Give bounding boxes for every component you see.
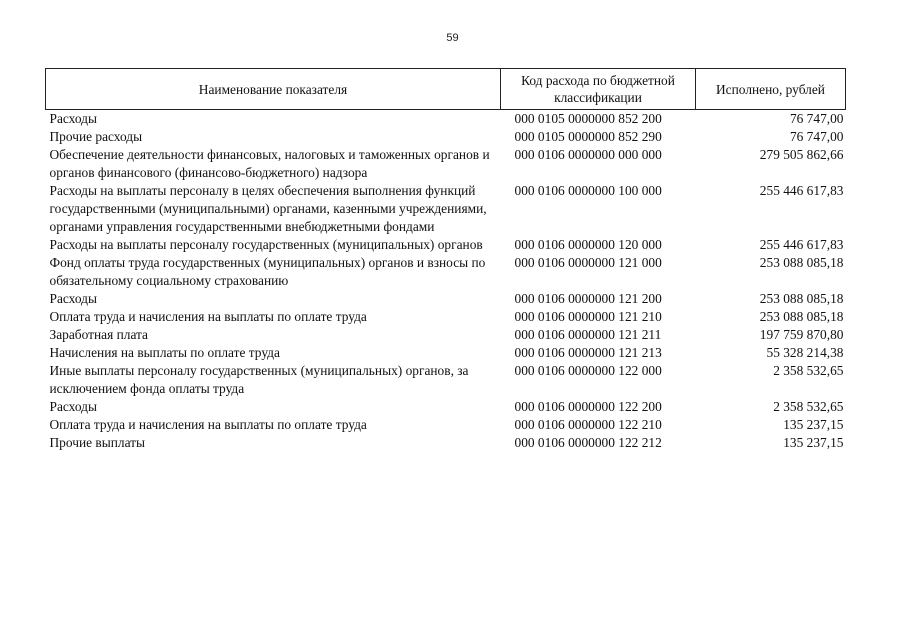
row-name: Обеспечение деятельности финансовых, налоговых и таможенных органов и органов финансового (финансово-бюджетного) надзора bbox=[49, 147, 490, 180]
row-name: Иные выплаты персоналу государственных (муниципальных) органов, за исключением фонда оплаты труда bbox=[49, 363, 469, 396]
row-code: 000 0106 0000000 121 200 bbox=[514, 291, 662, 306]
table-row bbox=[46, 146, 846, 182]
row-name: Прочие выплаты bbox=[49, 435, 146, 450]
row-code: 000 0106 0000000 121 213 bbox=[514, 345, 662, 360]
row-name: Оплата труда и начисления на выплаты по оплате труда bbox=[49, 309, 367, 324]
table-row bbox=[46, 362, 846, 398]
row-name: Расходы bbox=[49, 111, 97, 126]
table-row bbox=[46, 434, 846, 452]
row-code: 000 0106 0000000 122 000 bbox=[514, 363, 662, 378]
row-name: Прочие расходы bbox=[49, 129, 143, 144]
header-amount: Исполнено, рублей bbox=[696, 69, 846, 110]
row-code: 000 0106 0000000 120 000 bbox=[514, 237, 662, 252]
expenditure-table bbox=[45, 68, 846, 452]
row-name: Расходы bbox=[49, 291, 97, 306]
table-row bbox=[46, 308, 846, 326]
table-row bbox=[46, 236, 846, 254]
row-amount: 255 446 617,83 bbox=[759, 237, 844, 252]
row-code: 000 0106 0000000 122 200 bbox=[514, 399, 662, 414]
row-code: 000 0106 0000000 121 210 bbox=[514, 309, 662, 324]
row-code: 000 0106 0000000 121 000 bbox=[514, 255, 662, 270]
row-amount: 76 747,00 bbox=[789, 129, 844, 144]
header-code: Код расхода по бюджетной классификации bbox=[501, 69, 696, 110]
row-amount: 253 088 085,18 bbox=[759, 255, 844, 270]
table-row bbox=[46, 128, 846, 146]
row-amount: 253 088 085,18 bbox=[759, 291, 844, 306]
row-name: Оплата труда и начисления на выплаты по оплате труда bbox=[49, 417, 367, 432]
page-number: 59 bbox=[446, 32, 459, 44]
table-row bbox=[46, 398, 846, 416]
row-name: Начисления на выплаты по оплате труда bbox=[49, 345, 280, 360]
row-amount: 255 446 617,83 bbox=[759, 183, 844, 198]
row-amount: 135 237,15 bbox=[783, 435, 844, 450]
row-code: 000 0106 0000000 122 212 bbox=[514, 435, 662, 450]
table-header-row bbox=[46, 69, 846, 110]
row-code: 000 0106 0000000 121 211 bbox=[514, 327, 662, 342]
row-amount: 253 088 085,18 bbox=[759, 309, 844, 324]
table-row bbox=[46, 254, 846, 290]
row-code: 000 0105 0000000 852 290 bbox=[514, 129, 662, 144]
row-name: Расходы bbox=[49, 399, 97, 414]
row-name: Расходы на выплаты персоналу в целях обеспечения выполнения функций государственными (муниципальными) органами, казенными учреждениями, органами управления государственными внебюджетными фондами bbox=[49, 183, 487, 234]
row-amount: 279 505 862,66 bbox=[759, 147, 844, 162]
row-code: 000 0106 0000000 000 000 bbox=[514, 147, 662, 162]
row-amount: 2 358 532,65 bbox=[773, 363, 844, 378]
table-row bbox=[46, 416, 846, 434]
table-row bbox=[46, 344, 846, 362]
row-amount: 2 358 532,65 bbox=[773, 399, 844, 414]
row-amount: 76 747,00 bbox=[789, 111, 844, 126]
table-row bbox=[46, 110, 846, 129]
row-amount: 55 328 214,38 bbox=[766, 345, 844, 360]
row-amount: 135 237,15 bbox=[783, 417, 844, 432]
row-name: Фонд оплаты труда государственных (муниципальных) органов и взносы по обязательному социальному страхованию bbox=[49, 255, 486, 288]
table-row bbox=[46, 326, 846, 344]
row-amount: 197 759 870,80 bbox=[759, 327, 844, 342]
row-code: 000 0106 0000000 122 210 bbox=[514, 417, 662, 432]
table-row bbox=[46, 290, 846, 308]
row-name: Заработная плата bbox=[49, 327, 148, 342]
row-code: 000 0105 0000000 852 200 bbox=[514, 111, 662, 126]
row-code: 000 0106 0000000 100 000 bbox=[514, 183, 662, 198]
table-row bbox=[46, 182, 846, 236]
header-name: Наименование показателя bbox=[46, 69, 501, 110]
row-name: Расходы на выплаты персоналу государственных (муниципальных) органов bbox=[49, 237, 483, 252]
